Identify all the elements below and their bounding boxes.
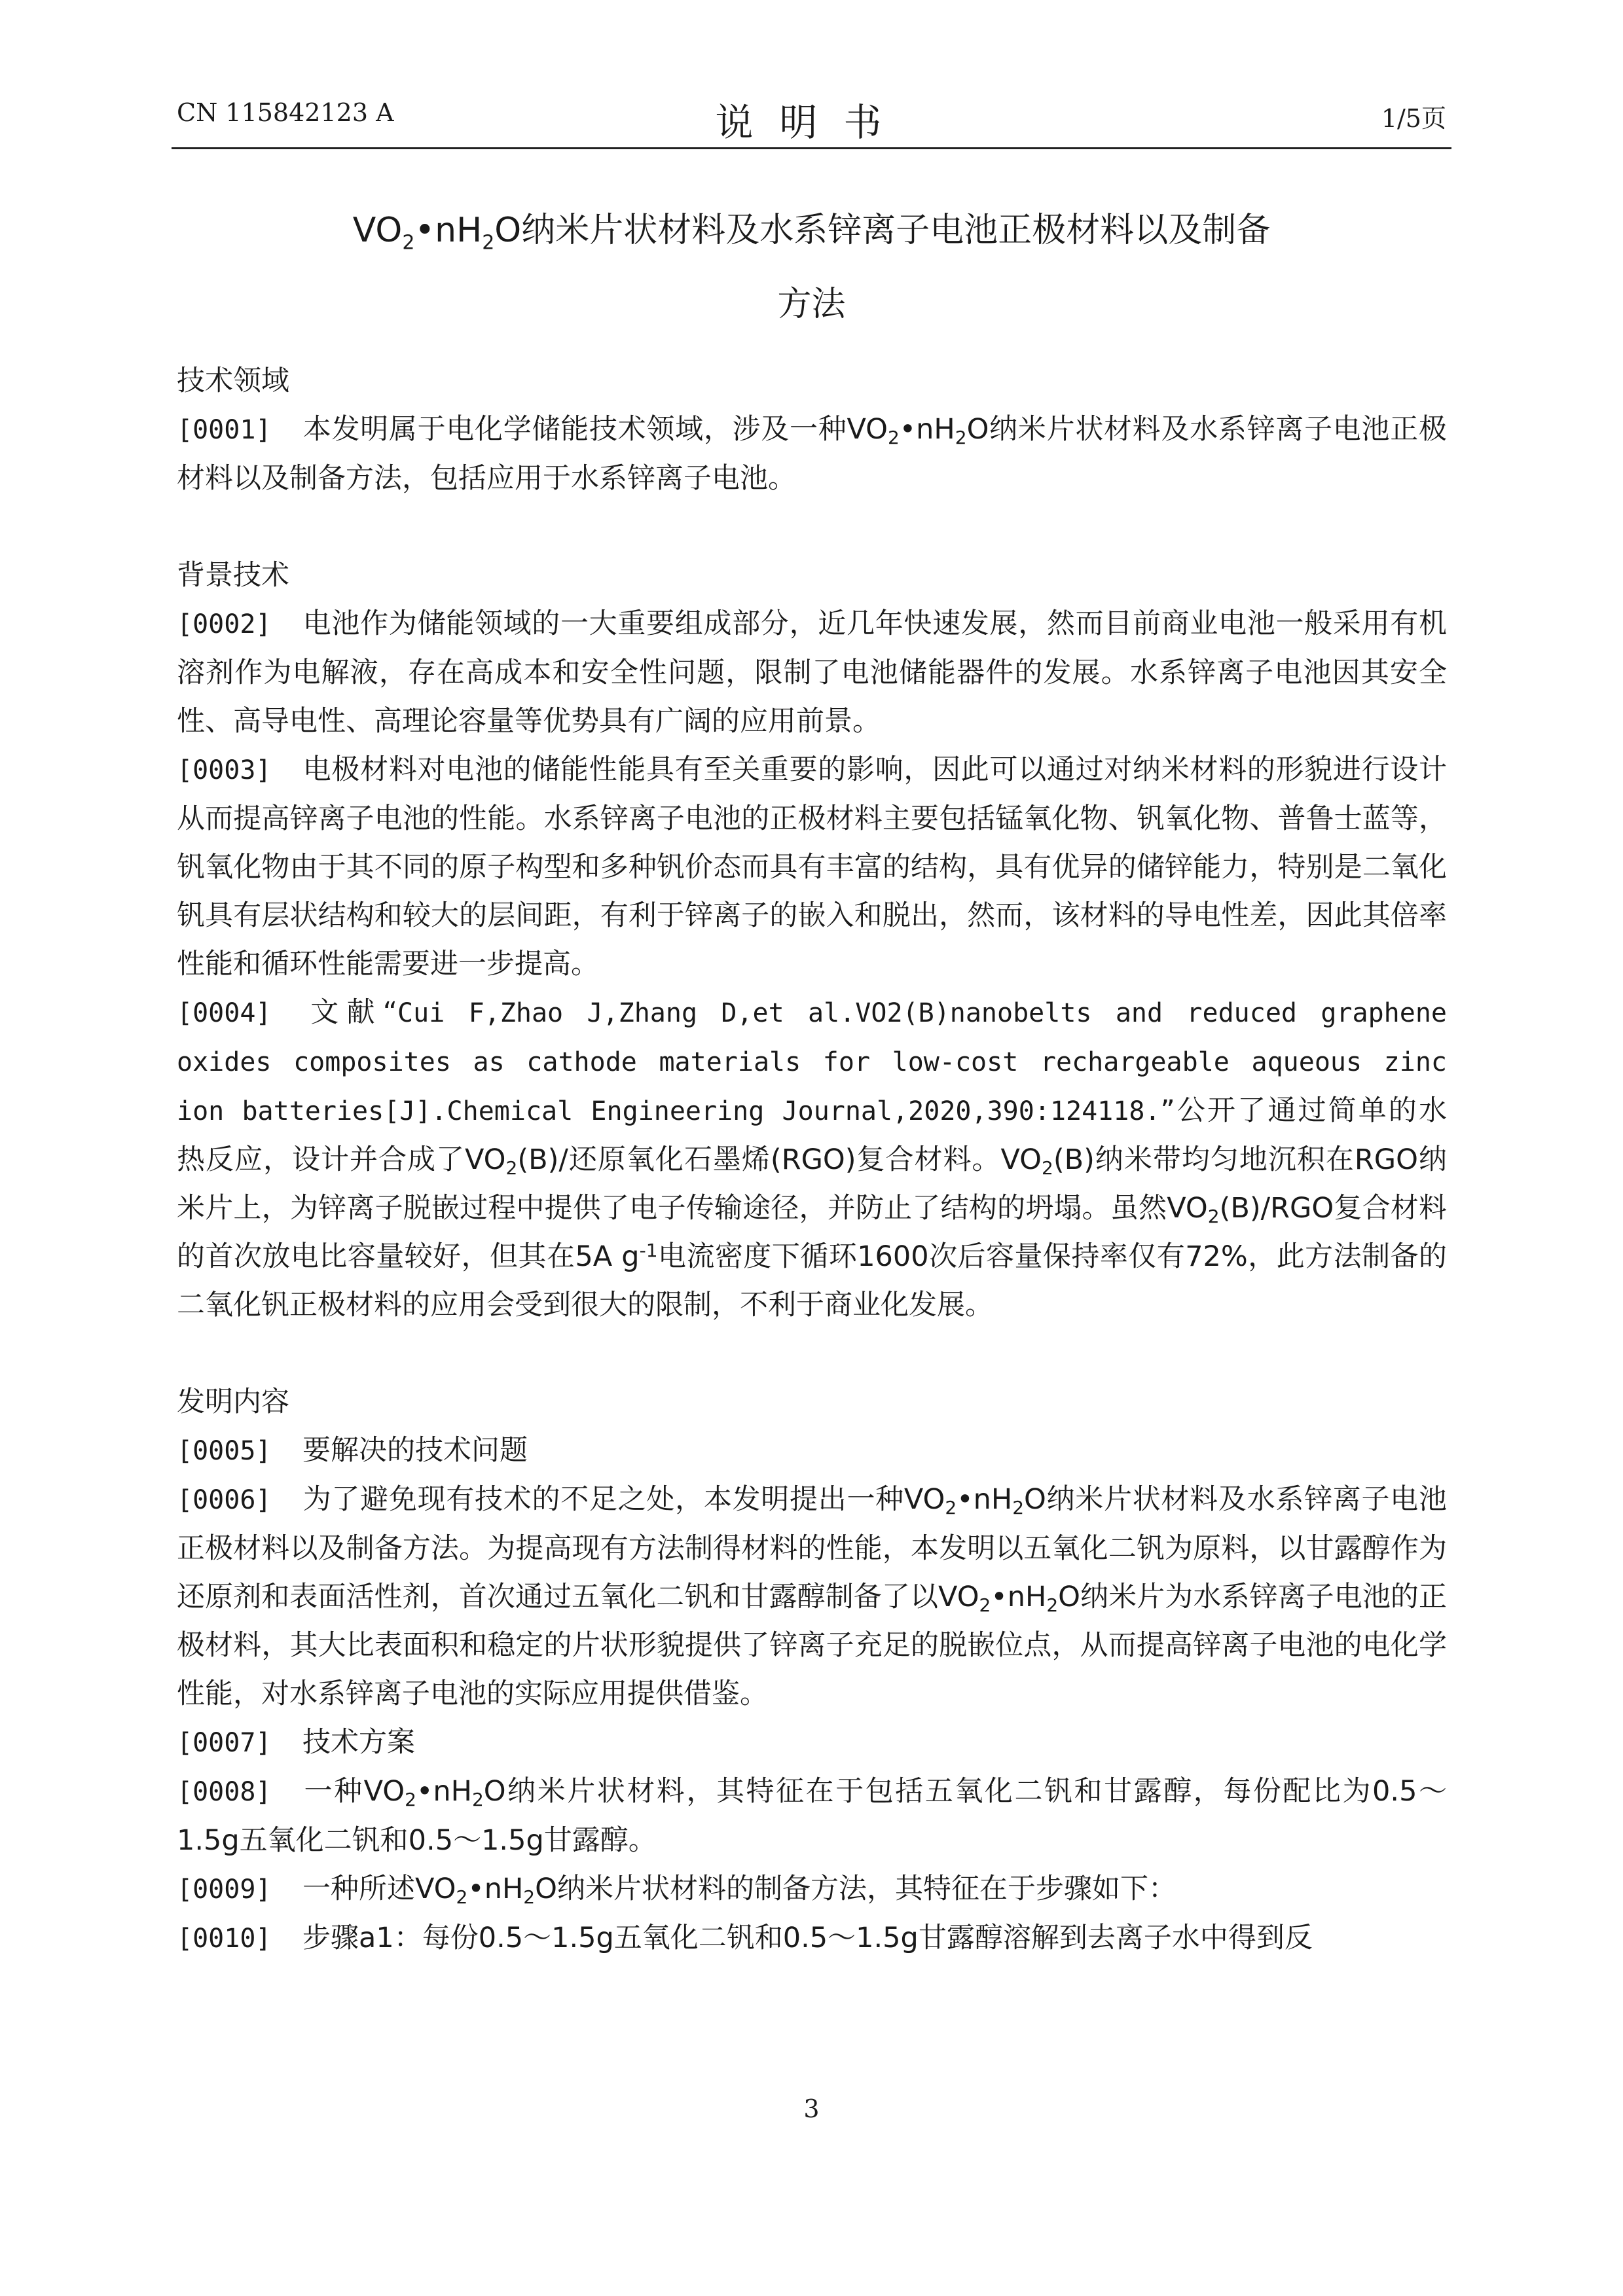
page-number: 3: [803, 2094, 820, 2123]
paragraph-0010: [0010] 步骤a1：每份0.5～1.5g五氧化二钒和0.5～1.5g甘露醇溶解到去离子水中得到反: [177, 1922, 1313, 1954]
paragraph-0001: [0001] 本发明属于电化学储能技术领域，涉及一种$VO_2•nH_2O$纳米片状材料及水系锌离子电池正极材料以及制备方法，包括应用于水系锌离子电池。: [177, 413, 1447, 495]
paragraph-0006: [0006] 为了避免现有技术的不足之处，本发明提出一种$VO_2•nH_2O$纳米片状材料及水系锌离子电池正极材料以及制备方法。为提高现有方法制得材料的性能，本发明以五氧化二钒为原料，以甘露醇作为还原剂和表面活性剂，首次通过五氧化二钒和甘露醇制备了以$VO_2•nH_2O$纳米片为水系锌离子电池的正极材料，其大比表面积和稳定的片状形貌提供了锌离子充足的脱嵌位点，从而提高锌离子电池的电化学性能，对水系锌离子电池的实际应用提供借鉴。: [177, 1483, 1447, 1710]
document-body: [177, 357, 1447, 1963]
patent-number: CN 115842123 A: [177, 98, 394, 127]
paragraph-0004: [0004] 文献“Cui F,Zhao J,Zhang D,et al.VO2(B)nanobelts and reduced graphene oxides composites as cathode materials for low-cost rechargeable aqueous zinc ion batteries[J].Chemical Engineering Journal,2020,390:124118.”公开了通过简单的水热反应，设计并合成了$VO_2(B)/$还原氧化石墨烯(RGO)复合材料。$VO_2(B)$纳米带均匀地沉积在RGO纳米片上，为锌离子脱嵌过程中提供了电子传输途径，并防止了结构的坍塌。虽然$VO_2(B)$/RGO复合材料的首次放电比容量较好，但其在5A $g^{-1}$电流密度下循环1600次后容量保持率仅有72%，此方法制备的二氧化钒正极材料的应用会受到很大的限制，不利于商业化发展。: [177, 996, 1447, 1321]
document-title: [172, 200, 1451, 335]
paragraph-0003: [0003] 电极材料对电池的储能性能具有至关重要的影响，因此可以通过对纳米材料的形貌进行设计从而提高锌离子电池的性能。水系锌离子电池的正极材料主要包括锰氧化物、钒氧化物、普鲁士蓝等，钒氧化物由于其不同的原子构型和多种钒价态而具有丰富的结构，具有优异的储锌能力，特别是二氧化钒具有层状结构和较大的层间距，有利于锌离子的嵌入和脱出，然而，该材料的导电性差，因此其倍率性能和循环性能需要进一步提高。: [177, 753, 1447, 980]
header-divider: [172, 147, 1451, 149]
paragraph-0007: [0007] 技术方案: [177, 1726, 415, 1759]
paragraph-0002: [0002] 电池作为储能领域的一大重要组成部分，近几年快速发展，然而目前商业电池一般采用有机溶剂作为电解液，存在高成本和安全性问题，限制了电池储能器件的发展。水系锌离子电池因其安全性、高导电性、高理论容量等优势具有广阔的应用前景。: [177, 607, 1447, 738]
reference-citation: Cui F,Zhao J,Zhang D,et al.VO2(B)nanobelts and reduced graphene oxides composites as cathode materials for low-cost rechargeable aqueous zinc ion batteries[J].Chemical Engineering Journal,2020,390:124118.: [177, 998, 1447, 1126]
section-heading-background: 背景技术: [177, 559, 289, 592]
title-line-2: 方法: [777, 285, 846, 325]
doc-type-title: 说明书: [715, 100, 908, 145]
page-indicator: 1/5页: [1381, 104, 1446, 133]
paragraph-0009: [0009] 一种所述$VO_2•nH_2O$纳米片状材料的制备方法，其特征在于步骤如下：: [177, 1873, 1176, 1908]
section-heading-invention: 发明内容: [177, 1386, 289, 1418]
paragraph-0005: [0005] 要解决的技术问题: [177, 1434, 528, 1467]
section-heading-tech-field: 技术领域: [177, 365, 289, 397]
title-line-1: $VO_2•nH_2O$纳米片状材料及水系锌离子电池正极材料以及制备: [352, 211, 1271, 255]
paragraph-0008: [0008] 一种$VO_2•nH_2O$纳米片状材料，其特征在于包括五氧化二钒和甘露醇，每份配比为0.5～1.5g五氧化二钒和0.5～1.5g甘露醇。: [177, 1775, 1447, 1857]
